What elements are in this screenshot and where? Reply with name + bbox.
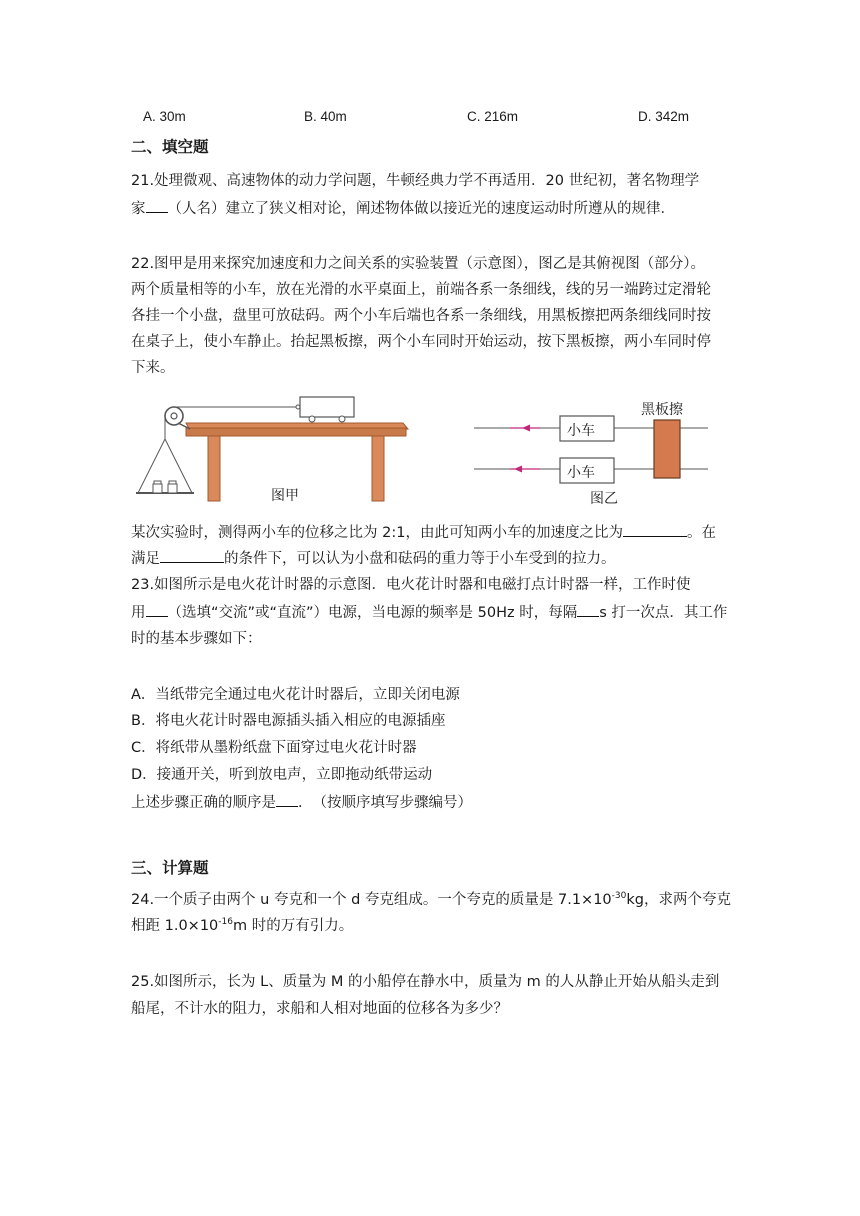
car-top-label: 小车 [567,423,595,439]
section-title-calculation: 三、计算题 [131,859,209,877]
q23-step-a: A．当纸带完全通过电火花计时器后，立即关闭电源 [131,687,460,703]
q25-line-1: 25.如图所示，长为 L、质量为 M 的小船停在静水中，质量为 m 的人从静止开始从船头走到 [131,974,720,990]
option-a: A. 30m [143,109,186,124]
option-d: D. 342m [638,109,690,124]
q23-line-1: 23.如图所示是电火花计时器的示意图．电火花计时器和电磁打点计时器一样，工作时使 [131,577,691,593]
figure-b-label: 图乙 [590,491,618,507]
q22-line-2: 两个质量相等的小车，放在光滑的水平桌面上，前端各系一条细线，线的另一端跨过定滑轮 [131,282,711,298]
option-b: B. 40m [304,109,347,124]
q22-after-line-1: 某次实验时，测得两小车的位移之比为 2:1，由此可知两小车的加速度之比为 。在 [131,522,716,543]
q22-line-3: 各挂一个小盘，盘里可放砝码。两个小车后端也各系一条细线，用黑板擦把两条细线同时按 [131,308,711,324]
q23-step-d: D．接通开关，听到放电声，立即拖动纸带运动 [131,767,433,783]
figure-a-label: 图甲 [271,488,299,504]
eraser-label: 黑板擦 [641,402,683,418]
q23-line-2: 用 （选填“交流”或“直流”）电源，当电源的频率是 50Hz 时，每隔 s 打一次点．其工作 [131,602,727,623]
q23-step-b: B．将电火花计时器电源插头插入相应的电源插座 [131,713,446,729]
q24-line-1: 24.一个质子由两个 u 夸克和一个 d 夸克组成。一个夸克的质量是 $7.1\times 10^{-30}kg$，求两个夸克 [131,891,731,908]
q23-blank-current[interactable] [146,602,168,617]
car-bottom-label: 小车 [567,465,595,481]
q22-line-4: 在桌子上，使小车静止。抬起黑板擦，两个小车同时开始运动，按下黑板擦，两小车同时停 [131,334,711,350]
q24-line-2: 相距 $1.0\times 10^{-16}m$ 时的万有引力。 [131,917,354,934]
q23-line-3: 时的基本步骤如下： [131,631,262,647]
eraser-block [654,420,680,478]
q25-line-2: 船尾，不计水的阻力，求船和人相对地面的位移各为多少？ [131,1001,508,1017]
q21-line-2: 家 （人名）建立了狭义相对论，阐述物体做以接近光的速度运动时所遵从的规律． [131,198,675,219]
q22-line-1: 22.图甲是用来探究加速度和力之间关系的实验装置（示意图），图乙是其俯视图（部分）。 [131,256,706,272]
q22-blank-ratio[interactable] [623,522,687,537]
q21-answer-blank[interactable] [146,198,168,213]
q22-line-5: 下来。 [131,360,175,376]
q23-order-line: 上述步骤正确的顺序是 ． （按顺序填写步骤编号） [131,792,472,813]
q21-line-1: 21.处理微观、高速物体的动力学问题，牛顿经典力学不再适用．20 世纪初，著名物理学 [131,173,700,189]
q23-blank-interval[interactable] [577,602,599,617]
q23-step-c: C．将纸带从墨粉纸盘下面穿过电火花计时器 [131,740,417,756]
q22-after-line-2: 满足 的条件下，可以认为小盘和砝码的重力等于小车受到的拉力。 [131,548,616,569]
q23-blank-order[interactable] [276,792,298,807]
option-c: C. 216m [467,109,519,124]
q22-blank-condition[interactable] [160,548,224,563]
section-title-fill-blank: 二、填空题 [131,138,209,156]
